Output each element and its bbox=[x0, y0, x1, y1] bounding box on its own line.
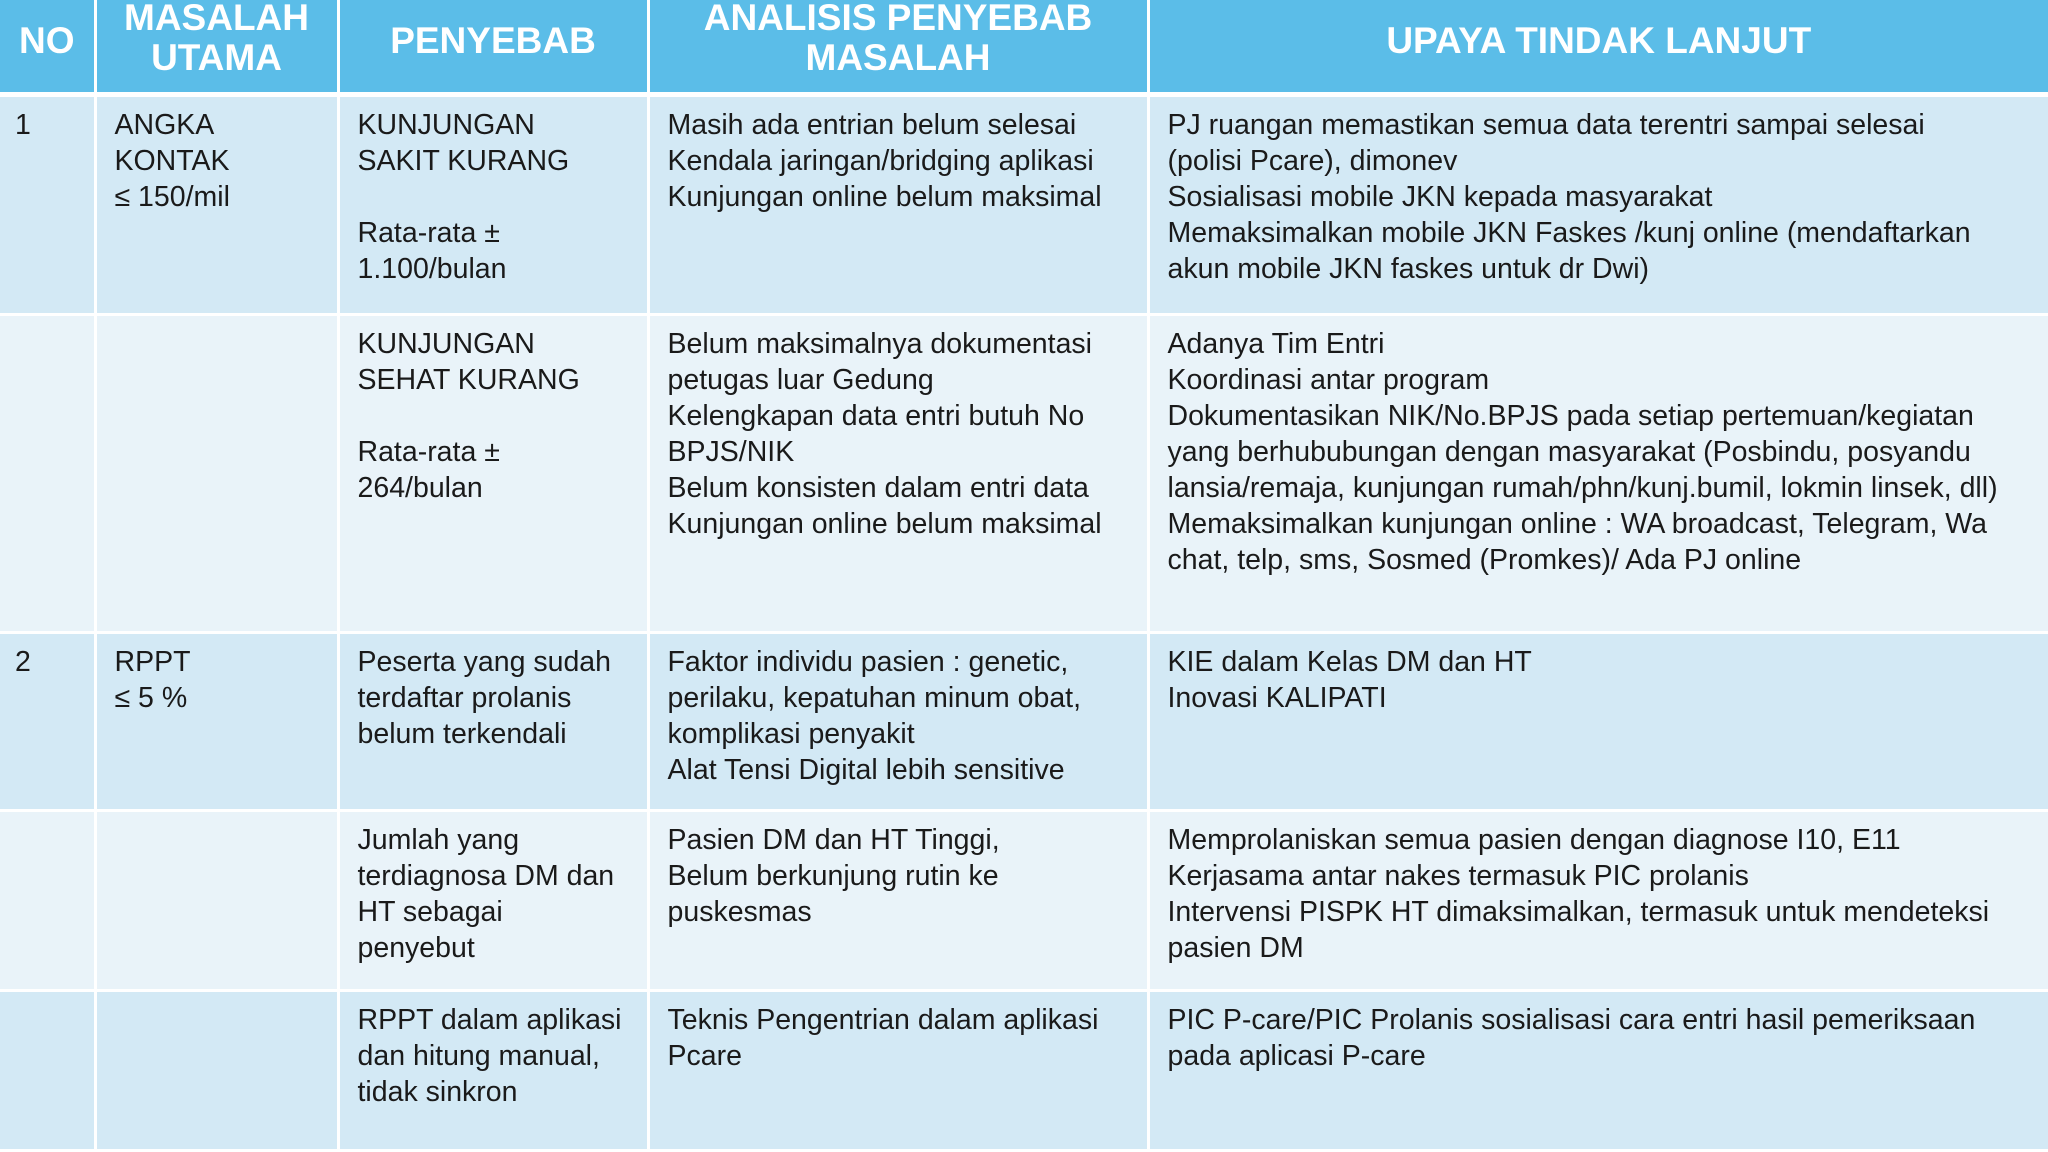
cell-penyebab: KUNJUNGAN SEHAT KURANG Rata-rata ± 264/bulan bbox=[338, 314, 648, 632]
header-no: NO bbox=[0, 0, 95, 94]
cell-no bbox=[0, 990, 95, 1150]
cell-upaya: PJ ruangan memastikan semua data terentri sampai selesai (polisi Pcare), dimonev Sosialisasi mobile JKN kepada masyarakat Memaksimalkan mobile JKN Faskes /kunj online (mendaftarkan akun mobile JKN faskes untuk dr Dwi) bbox=[1148, 94, 2048, 314]
table-row bbox=[0, 632, 2048, 810]
cell-penyebab: RPPT dalam aplikasi dan hitung manual, tidak sinkron bbox=[338, 990, 648, 1150]
cell-penyebab: Jumlah yang terdiagnosa DM dan HT sebagai penyebut bbox=[338, 810, 648, 990]
cell-no bbox=[0, 810, 95, 990]
table-row bbox=[0, 314, 2048, 632]
cell-upaya: Adanya Tim Entri Koordinasi antar program Dokumentasikan NIK/No.BPJS pada setiap pertemuan/kegiatan yang berhububungan dengan masyarakat (Posbindu, posyandu lansia/remaja, kunjungan rumah/phn/kunj.bumil, lokmin linsek, dll) Memaksimalkan kunjungan online : WA broadcast, Telegram, Wa chat, telp, sms, Sosmed (Promkes)/ Ada PJ online bbox=[1148, 314, 2048, 632]
cell-penyebab: Peserta yang sudah terdaftar prolanis belum terkendali bbox=[338, 632, 648, 810]
cell-analisis: Masih ada entrian belum selesai Kendala jaringan/bridging aplikasi Kunjungan online belum maksimal bbox=[648, 94, 1148, 314]
cell-analisis: Teknis Pengentrian dalam aplikasi Pcare bbox=[648, 990, 1148, 1150]
header-masalah-utama: MASALAH UTAMA bbox=[95, 0, 338, 94]
header-analisis-penyebab: ANALISIS PENYEBAB MASALAH bbox=[648, 0, 1148, 94]
cell-upaya: Memprolaniskan semua pasien dengan diagnose I10, E11 Kerjasama antar nakes termasuk PIC prolanis Intervensi PISPK HT dimaksimalkan, termasuk untuk mendeteksi pasien DM bbox=[1148, 810, 2048, 990]
table-row bbox=[0, 94, 2048, 314]
table-body bbox=[0, 94, 2048, 1150]
header-row bbox=[0, 0, 2048, 94]
header-penyebab: PENYEBAB bbox=[338, 0, 648, 94]
table-row bbox=[0, 990, 2048, 1150]
cell-no: 2 bbox=[0, 632, 95, 810]
cell-no: 1 bbox=[0, 94, 95, 314]
header-upaya-tindak-lanjut: UPAYA TINDAK LANJUT bbox=[1148, 0, 2048, 94]
cell-upaya: PIC P-care/PIC Prolanis sosialisasi cara entri hasil pemeriksaan pada aplicasi P-care bbox=[1148, 990, 2048, 1150]
cell-masalah bbox=[95, 810, 338, 990]
cell-masalah: ANGKA KONTAK ≤ 150/mil bbox=[95, 94, 338, 314]
cell-masalah bbox=[95, 990, 338, 1150]
cell-analisis: Faktor individu pasien : genetic, perilaku, kepatuhan minum obat, komplikasi penyakit Alat Tensi Digital lebih sensitive bbox=[648, 632, 1148, 810]
cell-masalah: RPPT ≤ 5 % bbox=[95, 632, 338, 810]
table-row bbox=[0, 810, 2048, 990]
cell-analisis: Belum maksimalnya dokumentasi petugas luar Gedung Kelengkapan data entri butuh No BPJS/NIK Belum konsisten dalam entri data Kunjungan online belum maksimal bbox=[648, 314, 1148, 632]
cell-penyebab: KUNJUNGAN SAKIT KURANG Rata-rata ± 1.100/bulan bbox=[338, 94, 648, 314]
cell-masalah bbox=[95, 314, 338, 632]
cell-analisis: Pasien DM dan HT Tinggi, Belum berkunjung rutin ke puskesmas bbox=[648, 810, 1148, 990]
cell-upaya: KIE dalam Kelas DM dan HT Inovasi KALIPATI bbox=[1148, 632, 2048, 810]
table-header bbox=[0, 0, 2048, 94]
cell-no bbox=[0, 314, 95, 632]
